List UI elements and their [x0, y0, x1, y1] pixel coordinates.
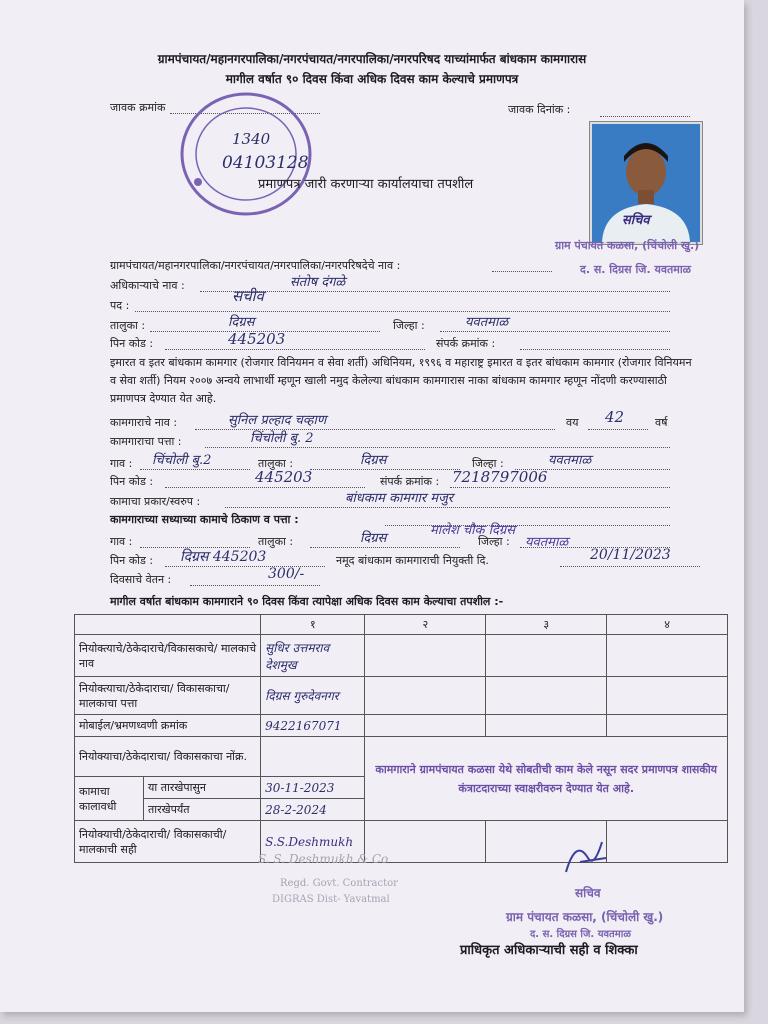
officer-label: अधिकाऱ्याचे नाव : [110, 279, 185, 292]
row-mobile-label: मोबाईल/भ्रमणध्वणी क्रमांक [75, 715, 261, 737]
header-line-2: मागील वर्षात ९० दिवस किंवा अधिक दिवस काम केल्याचे प्रमाणपत्र [225, 72, 519, 86]
jawak-date-label: जावक दिनांक : [508, 103, 571, 116]
worker-address-value: चिंचोली बु. 2 [250, 431, 314, 446]
table-row [75, 821, 728, 863]
work-type-label: कामाचा प्रकार/स्वरुप : [110, 495, 201, 508]
photo-sign: सचिव [622, 213, 650, 228]
current-district-label: जिल्हा : [478, 535, 510, 548]
current-pin-value: दिग्रस 445203 [180, 549, 267, 565]
worker-age-label: वय [566, 416, 579, 429]
footer-stamp-line-1: ग्राम पंचायत कळसा, (चिंचोली खु.) [506, 910, 664, 924]
office-taluka-value: दिग्रस [228, 315, 255, 330]
current-taluka-value: दिग्रस [360, 531, 387, 546]
work-details-table [74, 614, 728, 863]
worker-name-label: कामगाराचे नाव : [110, 416, 178, 429]
office-name-label: ग्रामपंचायत/महानगरपालिका/नगरपंचायत/नगरपालिका/नगरपरिषदेचे नाव : [110, 259, 401, 272]
secretary-signature-mark [558, 828, 618, 886]
table-row [75, 635, 728, 677]
row-employer-name-label: नियोक्त्याचे/ठेकेदाराचे/विकासकाचे/ मालकाचे नाव [75, 635, 261, 677]
worker-taluka-value: दिग्रस [360, 453, 387, 468]
office-district-value: यवतमाळ [465, 315, 509, 330]
worker-district-value: यवतमाळ [548, 453, 592, 468]
appoint-value: 20/11/2023 [590, 547, 671, 563]
worker-contact-value: 7218797006 [452, 468, 548, 486]
officer-value: संतोष दंगळे [290, 275, 346, 290]
table-row [75, 737, 728, 777]
row-to-label: तारखेपर्यंत [144, 799, 261, 821]
worker-district-label: जिल्हा : [472, 457, 504, 470]
employer-address-value: दिग्रस गुरुदेवनगर [261, 677, 365, 715]
header-line-1: ग्रामपंचायत/महानगरपालिका/नगरपंचायत/नगरपालिका/नगरपरिषद याच्यांमार्फत बांधकाम कामगारास [157, 52, 587, 66]
worker-taluka-label: तालुका : [258, 457, 294, 470]
contractor-stamp-line-2: Regd. Govt. Contractor [280, 878, 398, 889]
worker-village-label: गाव : [110, 457, 133, 470]
current-district-value: यवतमाळ [525, 535, 569, 550]
certificate-note: कामगाराने ग्रामपंचायत कळसा येथे सोबतीची काम केले नसून सदर प्रमाणपत्र शासकीय कंत्राटदाराच्या स्वाक्षरीवरुन देण्यात येत आहे. [365, 737, 728, 821]
worker-age-unit: वर्ष [655, 416, 668, 429]
post-value: सचीव [232, 287, 264, 305]
worker-name-value: सुनिल प्रल्हाद चव्हाण [228, 413, 327, 428]
authority-label: प्राधिकृत अधिकाऱ्याची सही व शिक्का [460, 943, 638, 958]
table-row [75, 677, 728, 715]
col-4: ४ [607, 615, 728, 635]
appoint-label: नमूद बांधकाम कामगाराची नियुक्ती दि. [336, 554, 489, 567]
office-taluka-label: तालुका : [110, 319, 146, 332]
from-date-value: 30-11-2023 [261, 777, 365, 799]
to-date-value: 28-2-2024 [261, 799, 365, 821]
worker-pin-value: 445203 [255, 468, 313, 486]
work-type-value: बांधकाम कामगार मजुर [345, 491, 454, 506]
col-2: २ [365, 615, 486, 635]
current-village-label: गाव : [110, 535, 133, 548]
wage-label: दिवसाचे वेतन : [110, 573, 172, 586]
worker-address-label: कामगाराचा पत्ता : [110, 435, 182, 448]
current-place-label: कामगाराच्या सध्याच्या कामाचे ठिकाण व पत्ता : [110, 513, 299, 526]
section-work-title: मागील वर्षात बांधकाम कामगाराने ९० दिवस किंवा त्यापेक्षा अधिक दिवस काम केल्याचा तपशील :- [110, 595, 504, 608]
row-reg-no-label: नियोक्याचा/ठेकेदाराचा/ विकासकाचा नोंक्र. [75, 737, 261, 777]
current-pin-label: पिन कोड : [110, 554, 154, 567]
worker-pin-label: पिन कोड : [110, 475, 154, 488]
contractor-stamp-line-1: S. S. Deshmukh & Co [258, 852, 389, 866]
row-from-label: या तारखेपासुन [144, 777, 261, 799]
office-pin-label: पिन कोड : [110, 337, 154, 350]
footer-sign: सचिव [575, 886, 601, 900]
wage-value: 300/- [268, 566, 305, 582]
photo-stamp-line-1: ग्राम पंचायत कळसा, (चिंचोली खु.) [555, 239, 700, 252]
post-label: पद : [110, 299, 130, 312]
stamp-date: 04103128 [222, 153, 309, 173]
worker-contact-label: संपर्क क्रमांक : [380, 475, 440, 488]
worker-age-value: 42 [605, 408, 625, 426]
footer-stamp-line-2: द. स. दिग्रस जि. यवतमाळ [530, 929, 631, 940]
mobile-value: 9422167071 [261, 715, 365, 737]
worker-village-value: चिंचोली बु.2 [152, 453, 212, 468]
office-district-label: जिल्हा : [393, 319, 425, 332]
jawak-label: जावक क्रमांक [110, 101, 166, 114]
contractor-signature: S.S.Deshmukh [261, 821, 365, 863]
body-paragraph: इमारत व इतर बांधकाम कामगार (रोजगार विनियमन व सेवा शर्ती) अधिनियम, १९९६ व महाराष्ट्र इमारत व इतर बांधकाम कामगार (रोजगार विनियमन व सेवा शर्ती) नियम २००७ अन्वये लाभार्थी म्हणून खाली नमुद केलेल्या बांधकाम कामगारास नाका बांधकाम कामगार म्हणून नोंदणी करण्यासाठी प्रमाणपत्र देण्यात येत आहे. [110, 356, 692, 405]
table-header-row [75, 615, 728, 635]
current-place-value: मालेश चौक दिग्रस [430, 523, 516, 538]
office-contact-label: संपर्क क्रमांक : [436, 337, 496, 350]
row-sign-label: नियोक्याची/ठेकेदाराची/ विकासकाची/मालकाची सही [75, 821, 261, 863]
row-period-label: कामाचा कालावधी [75, 777, 144, 821]
section-office-title: प्रमाणपत्र जारी करणाऱ्या कार्यालयाचा तपशील [258, 177, 474, 192]
office-pin-value: 445203 [228, 330, 286, 348]
table-row [75, 715, 728, 737]
current-taluka-label: तालुका : [258, 535, 294, 548]
photo-stamp-line-2: द. स. दिग्रस जि. यवतमाळ [580, 263, 692, 276]
col-1: १ [261, 615, 365, 635]
employer-name-value: सुधिर उत्तमराव देशमुख [261, 635, 365, 677]
contractor-stamp-line-3: DIGRAS Dist- Yavatmal [272, 894, 390, 905]
col-3: ३ [486, 615, 607, 635]
row-employer-address-label: नियोक्त्याचा/ठेकेदाराचा/ विकासकाचा/ मालकाचा पत्ता [75, 677, 261, 715]
stamp-number: 1340 [232, 130, 271, 148]
